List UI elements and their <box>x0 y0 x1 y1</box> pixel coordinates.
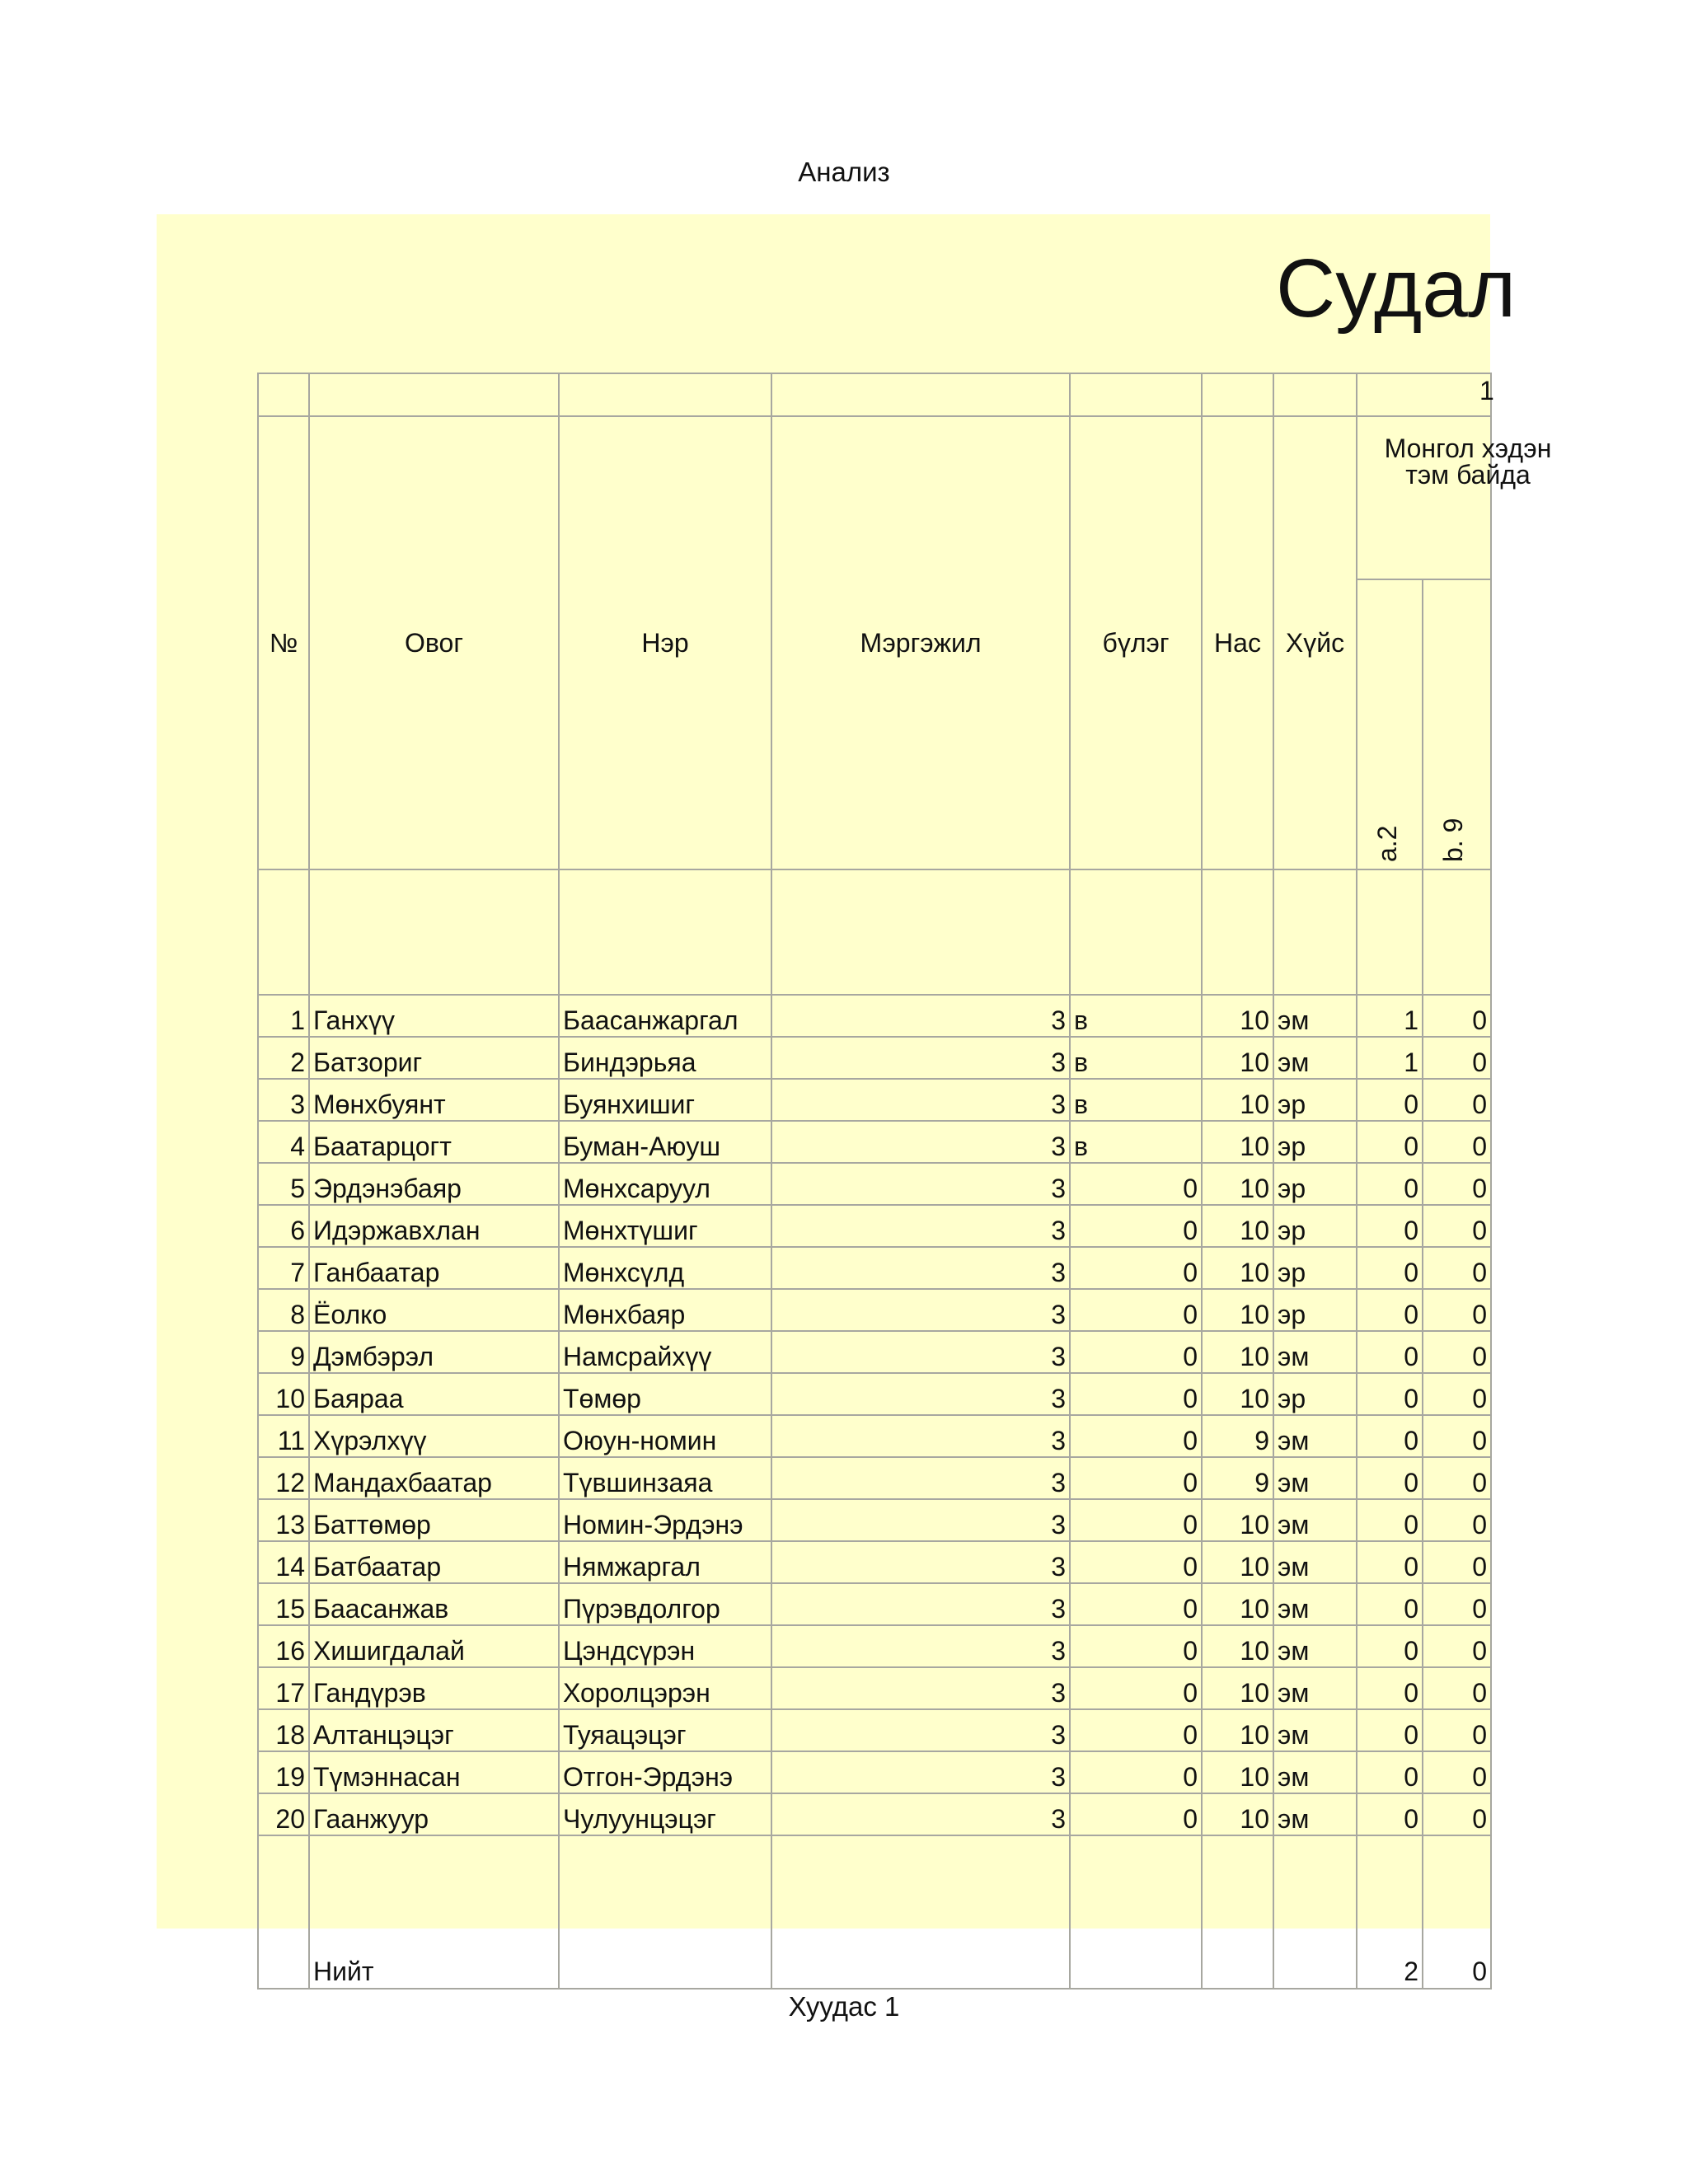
cell-sex: эм <box>1273 1457 1357 1499</box>
cell-answer-b: 0 <box>1423 1499 1491 1541</box>
cell-profession: 3 <box>771 1247 1070 1289</box>
cell-answer-a: 0 <box>1357 1625 1423 1667</box>
cell-sex: эр <box>1273 1121 1357 1163</box>
cell-answer-a: 0 <box>1357 1793 1423 1835</box>
cell-age: 10 <box>1202 995 1273 1037</box>
cell-surname: Идэржавхлан <box>309 1205 559 1247</box>
table-row <box>258 995 1491 1037</box>
cell-sex: эм <box>1273 1331 1357 1373</box>
cell-profession: 3 <box>771 1205 1070 1247</box>
cell-answer-b: 0 <box>1423 1037 1491 1079</box>
cell-group: 0 <box>1070 1709 1202 1751</box>
cell-profession: 3 <box>771 1331 1070 1373</box>
cell-no: 19 <box>258 1751 309 1793</box>
cell-surname: Эрдэнэбаяр <box>309 1163 559 1205</box>
col-header-age: Нас <box>1202 416 1273 869</box>
cell-name: Мөнхсаруул <box>559 1163 771 1205</box>
cell-group: 0 <box>1070 1247 1202 1289</box>
col-header-group: бүлэг <box>1070 416 1202 869</box>
cell-answer-b: 0 <box>1423 1541 1491 1583</box>
cell-no: 6 <box>258 1205 309 1247</box>
cell-answer-a: 0 <box>1357 1163 1423 1205</box>
cell-name: Пүрэвдолгор <box>559 1583 771 1625</box>
cell-answer-b: 0 <box>1423 1331 1491 1373</box>
cell-group: 0 <box>1070 1793 1202 1835</box>
cell-answer-b: 0 <box>1423 1163 1491 1205</box>
cell-name: Биндэрьяа <box>559 1037 771 1079</box>
cell-profession: 3 <box>771 1037 1070 1079</box>
cell-surname: Баяраа <box>309 1373 559 1415</box>
cell-name: Намсрайхүү <box>559 1331 771 1373</box>
cell-answer-b: 0 <box>1423 1583 1491 1625</box>
total-cell-empty <box>771 1835 1070 1989</box>
cell-answer-a: 0 <box>1357 1667 1423 1709</box>
cell-surname: Хүрэлхүү <box>309 1415 559 1457</box>
cell-no: 15 <box>258 1583 309 1625</box>
cell-group: 0 <box>1070 1625 1202 1667</box>
total-row <box>258 1835 1491 1989</box>
cell-name: Чулуунцэцэг <box>559 1793 771 1835</box>
cell-no: 16 <box>258 1625 309 1667</box>
cell-group: в <box>1070 1079 1202 1121</box>
cell-profession: 3 <box>771 1625 1070 1667</box>
question-text: Монгол хэдэн тэм байда <box>1384 434 1552 490</box>
cell-profession: 3 <box>771 1415 1070 1457</box>
cell-answer-b: 0 <box>1423 1247 1491 1289</box>
question-header <box>1357 416 1552 579</box>
cell-profession: 3 <box>771 1541 1070 1583</box>
cell-answer-b: 0 <box>1423 1289 1491 1331</box>
cell-no: 5 <box>258 1163 309 1205</box>
cell-answer-b: 0 <box>1423 1415 1491 1457</box>
table-row <box>258 1793 1491 1835</box>
cell-age: 10 <box>1202 1793 1273 1835</box>
cell-no: 17 <box>258 1667 309 1709</box>
page-header: Анализ <box>798 157 890 187</box>
cell-no: 12 <box>258 1457 309 1499</box>
cell-answer-a: 0 <box>1357 1247 1423 1289</box>
table-row <box>258 1247 1491 1289</box>
question-group-label: 1 <box>1479 376 1494 405</box>
cell-surname: Ёолко <box>309 1289 559 1331</box>
total-cell-empty <box>1202 1835 1273 1989</box>
cell-surname: Баттөмөр <box>309 1499 559 1541</box>
table-row <box>258 1331 1491 1373</box>
cell-answer-b: 0 <box>1423 1205 1491 1247</box>
cell-sex: эм <box>1273 1415 1357 1457</box>
cell-profession: 3 <box>771 995 1070 1037</box>
cell-surname: Батбаатар <box>309 1541 559 1583</box>
cell-answer-b: 0 <box>1423 1667 1491 1709</box>
cell-profession: 3 <box>771 1499 1070 1541</box>
total-cell-empty <box>1273 1835 1357 1989</box>
cell-sex: эм <box>1273 1499 1357 1541</box>
table-row <box>258 1373 1491 1415</box>
cell-profession: 3 <box>771 1583 1070 1625</box>
cell-sex: эм <box>1273 1667 1357 1709</box>
cell-sex: эм <box>1273 1709 1357 1751</box>
total-cell-empty <box>559 1835 771 1989</box>
spacer-row <box>258 869 1491 995</box>
cell-no: 7 <box>258 1247 309 1289</box>
cell-answer-b: 0 <box>1423 1457 1491 1499</box>
cell-sex: эр <box>1273 1289 1357 1331</box>
cell-profession: 3 <box>771 1121 1070 1163</box>
header-row <box>258 416 1491 579</box>
cell-surname: Батзориг <box>309 1037 559 1079</box>
cell-age: 10 <box>1202 1583 1273 1625</box>
cell-no: 8 <box>258 1289 309 1331</box>
cell-answer-b: 0 <box>1423 1793 1491 1835</box>
cell-age: 10 <box>1202 1121 1273 1163</box>
cell-no: 4 <box>258 1121 309 1163</box>
cell-group: 0 <box>1070 1499 1202 1541</box>
cell-name: Отгон-Эрдэнэ <box>559 1751 771 1793</box>
cell-answer-a: 0 <box>1357 1499 1423 1541</box>
cell-no: 2 <box>258 1037 309 1079</box>
col-header-profession: Мэргэжил <box>771 416 1070 869</box>
col-header-sex: Хүйс <box>1273 416 1357 869</box>
col-header-name: Нэр <box>559 416 771 869</box>
cell-group: 0 <box>1070 1331 1202 1373</box>
total-label: Нийт <box>309 1835 559 1989</box>
table-row <box>258 1457 1491 1499</box>
cell-sex: эм <box>1273 1037 1357 1079</box>
cell-group: 0 <box>1070 1751 1202 1793</box>
table-row <box>258 1205 1491 1247</box>
cell-profession: 3 <box>771 1457 1070 1499</box>
cell-surname: Мөнхбуянт <box>309 1079 559 1121</box>
cell-group: 0 <box>1070 1457 1202 1499</box>
cell-name: Мөнхтүшиг <box>559 1205 771 1247</box>
col-header-surname: Овог <box>309 416 559 869</box>
cell-sex: эм <box>1273 1583 1357 1625</box>
cell-age: 10 <box>1202 1625 1273 1667</box>
table-row <box>258 1121 1491 1163</box>
answer-option-b: b. 9 <box>1438 818 1468 862</box>
cell-answer-a: 0 <box>1357 1331 1423 1373</box>
cell-group: 0 <box>1070 1583 1202 1625</box>
cell-answer-a: 0 <box>1357 1583 1423 1625</box>
cell-sex: эр <box>1273 1163 1357 1205</box>
cell-no: 3 <box>258 1079 309 1121</box>
cell-name: Номин-Эрдэнэ <box>559 1499 771 1541</box>
cell-name: Түвшинзаяа <box>559 1457 771 1499</box>
cell-profession: 3 <box>771 1667 1070 1709</box>
cell-no: 1 <box>258 995 309 1037</box>
cell-name: Туяацэцэг <box>559 1709 771 1751</box>
cell-name: Хоролцэрэн <box>559 1667 771 1709</box>
cell-group: 0 <box>1070 1667 1202 1709</box>
cell-answer-a: 0 <box>1357 1121 1423 1163</box>
cell-age: 10 <box>1202 1373 1273 1415</box>
table-row <box>258 1499 1491 1541</box>
page-footer: Хуудас 1 <box>788 1991 900 2022</box>
cell-answer-a: 0 <box>1357 1457 1423 1499</box>
cell-surname: Түмэннасан <box>309 1751 559 1793</box>
cell-answer-b: 0 <box>1423 995 1491 1037</box>
cell-group: 0 <box>1070 1541 1202 1583</box>
table-row <box>258 1163 1491 1205</box>
cell-sex: эм <box>1273 1751 1357 1793</box>
table-row <box>258 1415 1491 1457</box>
cell-name: Буянхишиг <box>559 1079 771 1121</box>
table-row <box>258 1625 1491 1667</box>
cell-answer-b: 0 <box>1423 1079 1491 1121</box>
cell-surname: Хишигдалай <box>309 1625 559 1667</box>
cell-profession: 3 <box>771 1163 1070 1205</box>
cell-no: 20 <box>258 1793 309 1835</box>
cell-answer-a: 1 <box>1357 995 1423 1037</box>
table-row <box>258 1709 1491 1751</box>
cell-group: в <box>1070 1121 1202 1163</box>
cell-answer-b: 0 <box>1423 1625 1491 1667</box>
cell-sex: эр <box>1273 1205 1357 1247</box>
cell-age: 10 <box>1202 1331 1273 1373</box>
table-row <box>258 1583 1491 1625</box>
cell-name: Баасанжаргал <box>559 995 771 1037</box>
total-answer-a: 2 <box>1357 1835 1423 1989</box>
cell-sex: эм <box>1273 1625 1357 1667</box>
cell-no: 9 <box>258 1331 309 1373</box>
cell-age: 9 <box>1202 1457 1273 1499</box>
table-row <box>258 1289 1491 1331</box>
total-answer-b: 0 <box>1423 1835 1491 1989</box>
cell-sex: эр <box>1273 1247 1357 1289</box>
cell-surname: Дэмбэрэл <box>309 1331 559 1373</box>
cell-answer-a: 0 <box>1357 1205 1423 1247</box>
total-cell-empty <box>1070 1835 1202 1989</box>
cell-age: 10 <box>1202 1541 1273 1583</box>
cell-age: 10 <box>1202 1247 1273 1289</box>
cell-answer-a: 0 <box>1357 1289 1423 1331</box>
cell-group: 0 <box>1070 1415 1202 1457</box>
sheet-title: Судал <box>1276 242 1517 335</box>
cell-age: 10 <box>1202 1667 1273 1709</box>
cell-group: в <box>1070 995 1202 1037</box>
cell-answer-a: 0 <box>1357 1415 1423 1457</box>
cell-answer-b: 0 <box>1423 1121 1491 1163</box>
table-row <box>258 1751 1491 1793</box>
cell-name: Төмөр <box>559 1373 771 1415</box>
cell-answer-a: 0 <box>1357 1373 1423 1415</box>
cell-surname: Гандүрэв <box>309 1667 559 1709</box>
cell-no: 11 <box>258 1415 309 1457</box>
cell-sex: эм <box>1273 995 1357 1037</box>
cell-age: 10 <box>1202 1289 1273 1331</box>
cell-answer-b: 0 <box>1423 1373 1491 1415</box>
cell-answer-a: 0 <box>1357 1079 1423 1121</box>
cell-age: 10 <box>1202 1499 1273 1541</box>
cell-profession: 3 <box>771 1709 1070 1751</box>
cell-age: 10 <box>1202 1163 1273 1205</box>
cell-group: в <box>1070 1037 1202 1079</box>
cell-sex: эм <box>1273 1793 1357 1835</box>
cell-profession: 3 <box>771 1079 1070 1121</box>
cell-answer-a: 0 <box>1357 1541 1423 1583</box>
cell-sex: эр <box>1273 1079 1357 1121</box>
cell-name: Оюун-номин <box>559 1415 771 1457</box>
cell-answer-b: 0 <box>1423 1709 1491 1751</box>
cell-surname: Ганхүү <box>309 995 559 1037</box>
spreadsheet-area <box>157 214 1552 1986</box>
cell-age: 10 <box>1202 1205 1273 1247</box>
cell-surname: Мандахбаатар <box>309 1457 559 1499</box>
cell-name: Буман-Аюуш <box>559 1121 771 1163</box>
cell-answer-a: 1 <box>1357 1037 1423 1079</box>
table-row <box>258 1667 1491 1709</box>
cell-surname: Баасанжав <box>309 1583 559 1625</box>
top-blank-row <box>258 373 1491 416</box>
cell-answer-a: 0 <box>1357 1709 1423 1751</box>
cell-group: 0 <box>1070 1289 1202 1331</box>
cell-no: 18 <box>258 1709 309 1751</box>
answer-option-a: a.2 <box>1372 825 1402 862</box>
col-header-no: № <box>258 416 309 869</box>
cell-no: 14 <box>258 1541 309 1583</box>
cell-name: Цэндсүрэн <box>559 1625 771 1667</box>
cell-sex: эр <box>1273 1373 1357 1415</box>
table-row <box>258 1037 1491 1079</box>
table-row <box>258 1079 1491 1121</box>
cell-age: 10 <box>1202 1751 1273 1793</box>
cell-sex: эм <box>1273 1541 1357 1583</box>
cell-name: Мөнхсүлд <box>559 1247 771 1289</box>
cell-no: 13 <box>258 1499 309 1541</box>
total-cell-empty <box>258 1835 309 1989</box>
cell-profession: 3 <box>771 1793 1070 1835</box>
cell-age: 10 <box>1202 1079 1273 1121</box>
table-row <box>258 1541 1491 1583</box>
cell-age: 10 <box>1202 1037 1273 1079</box>
cell-age: 10 <box>1202 1709 1273 1751</box>
cell-name: Нямжаргал <box>559 1541 771 1583</box>
cell-name: Мөнхбаяр <box>559 1289 771 1331</box>
cell-surname: Гаанжуур <box>309 1793 559 1835</box>
cell-surname: Баатарцогт <box>309 1121 559 1163</box>
cell-profession: 3 <box>771 1751 1070 1793</box>
cell-no: 10 <box>258 1373 309 1415</box>
cell-profession: 3 <box>771 1289 1070 1331</box>
cell-group: 0 <box>1070 1373 1202 1415</box>
cell-group: 0 <box>1070 1205 1202 1247</box>
cell-answer-b: 0 <box>1423 1751 1491 1793</box>
cell-surname: Ганбаатар <box>309 1247 559 1289</box>
cell-surname: Алтанцэцэг <box>309 1709 559 1751</box>
cell-age: 9 <box>1202 1415 1273 1457</box>
cell-answer-a: 0 <box>1357 1751 1423 1793</box>
cell-group: 0 <box>1070 1163 1202 1205</box>
survey-table <box>257 373 1552 1990</box>
cell-profession: 3 <box>771 1373 1070 1415</box>
